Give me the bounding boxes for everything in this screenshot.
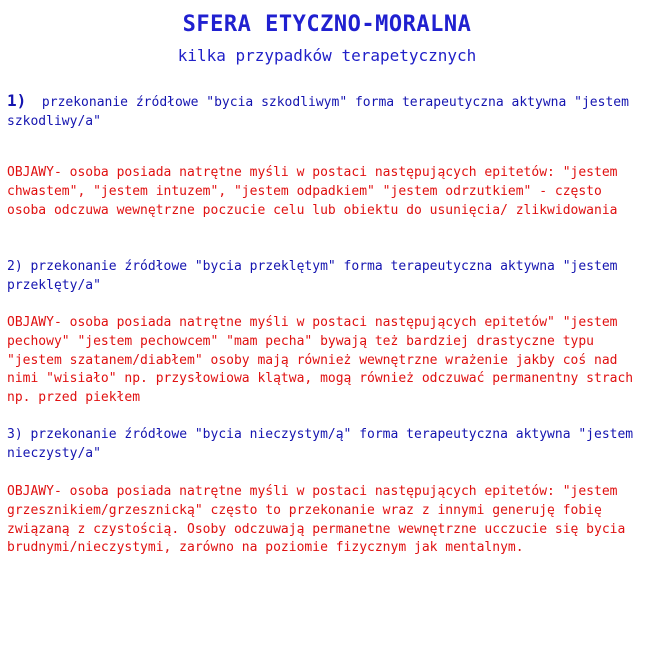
section-1-symptoms: OBJAWY- osoba posiada natrętne myśli w postaci następujących epitetów: "jestem chwastem", "jestem intuzem", "jestem odpadkiem" "jestem odrzutkiem" - często osoba odczuwa wewnętrzne poczucie celu lub obiektu do usunięcia/ zlikwidowania [7, 165, 626, 218]
section-3-heading [7, 426, 647, 464]
document-title: SFERA ETYCZNO-MORALNA [182, 12, 472, 37]
section-1-heading-text: przekonanie źródłowe "bycia szkodliwym" forma terapeutyczna aktywna "jestem szkodliwy/a" [7, 95, 637, 129]
section-3-heading-text: przekonanie źródłowe "bycia nieczystym/ą" forma terapeutyczna aktywna "jestem nieczysty/a" [7, 427, 641, 461]
section-2-heading-text: przekonanie źródłowe "bycia przeklętym" forma terapeutyczna aktywna "jestem przeklęty/a" [7, 259, 626, 293]
section-1-heading [7, 92, 647, 132]
section-2-number: 2) [7, 259, 23, 274]
section-2-symptoms: OBJAWY- osoba posiada natrętne myśli w postaci następujących epitetów" "jestem pechowy" "jestem pechowcem" "mam pecha" bywają też bardziej drastyczne typu "jestem szatanem/diabłem" osoby mają również wewnętrzne wrażenie jakby coś nad nimi "wisiało" np. przysłowiowa klątwa, mogą również odczuwać permanentny strach np. przed piekłem [7, 315, 641, 406]
section-1-number: 1) [7, 91, 27, 110]
document-subtitle: kilka przypadków terapetycznych [177, 46, 477, 65]
section-3-number: 3) [7, 427, 23, 442]
section-2-heading [7, 258, 647, 296]
section-3-symptoms: OBJAWY- osoba posiada natrętne myśli w postaci następujących epitetów: "jestem grzesznikiem/grzesznicką" często to przekonanie wraz z innymi generuję fobię związaną z czystością. Osoby odczuwają permanetne wewnętrzne ucczucie się bycia brudnymi/nieczystymi, zarówno na poziomie fizycznym jak mentalnym. [7, 484, 634, 556]
